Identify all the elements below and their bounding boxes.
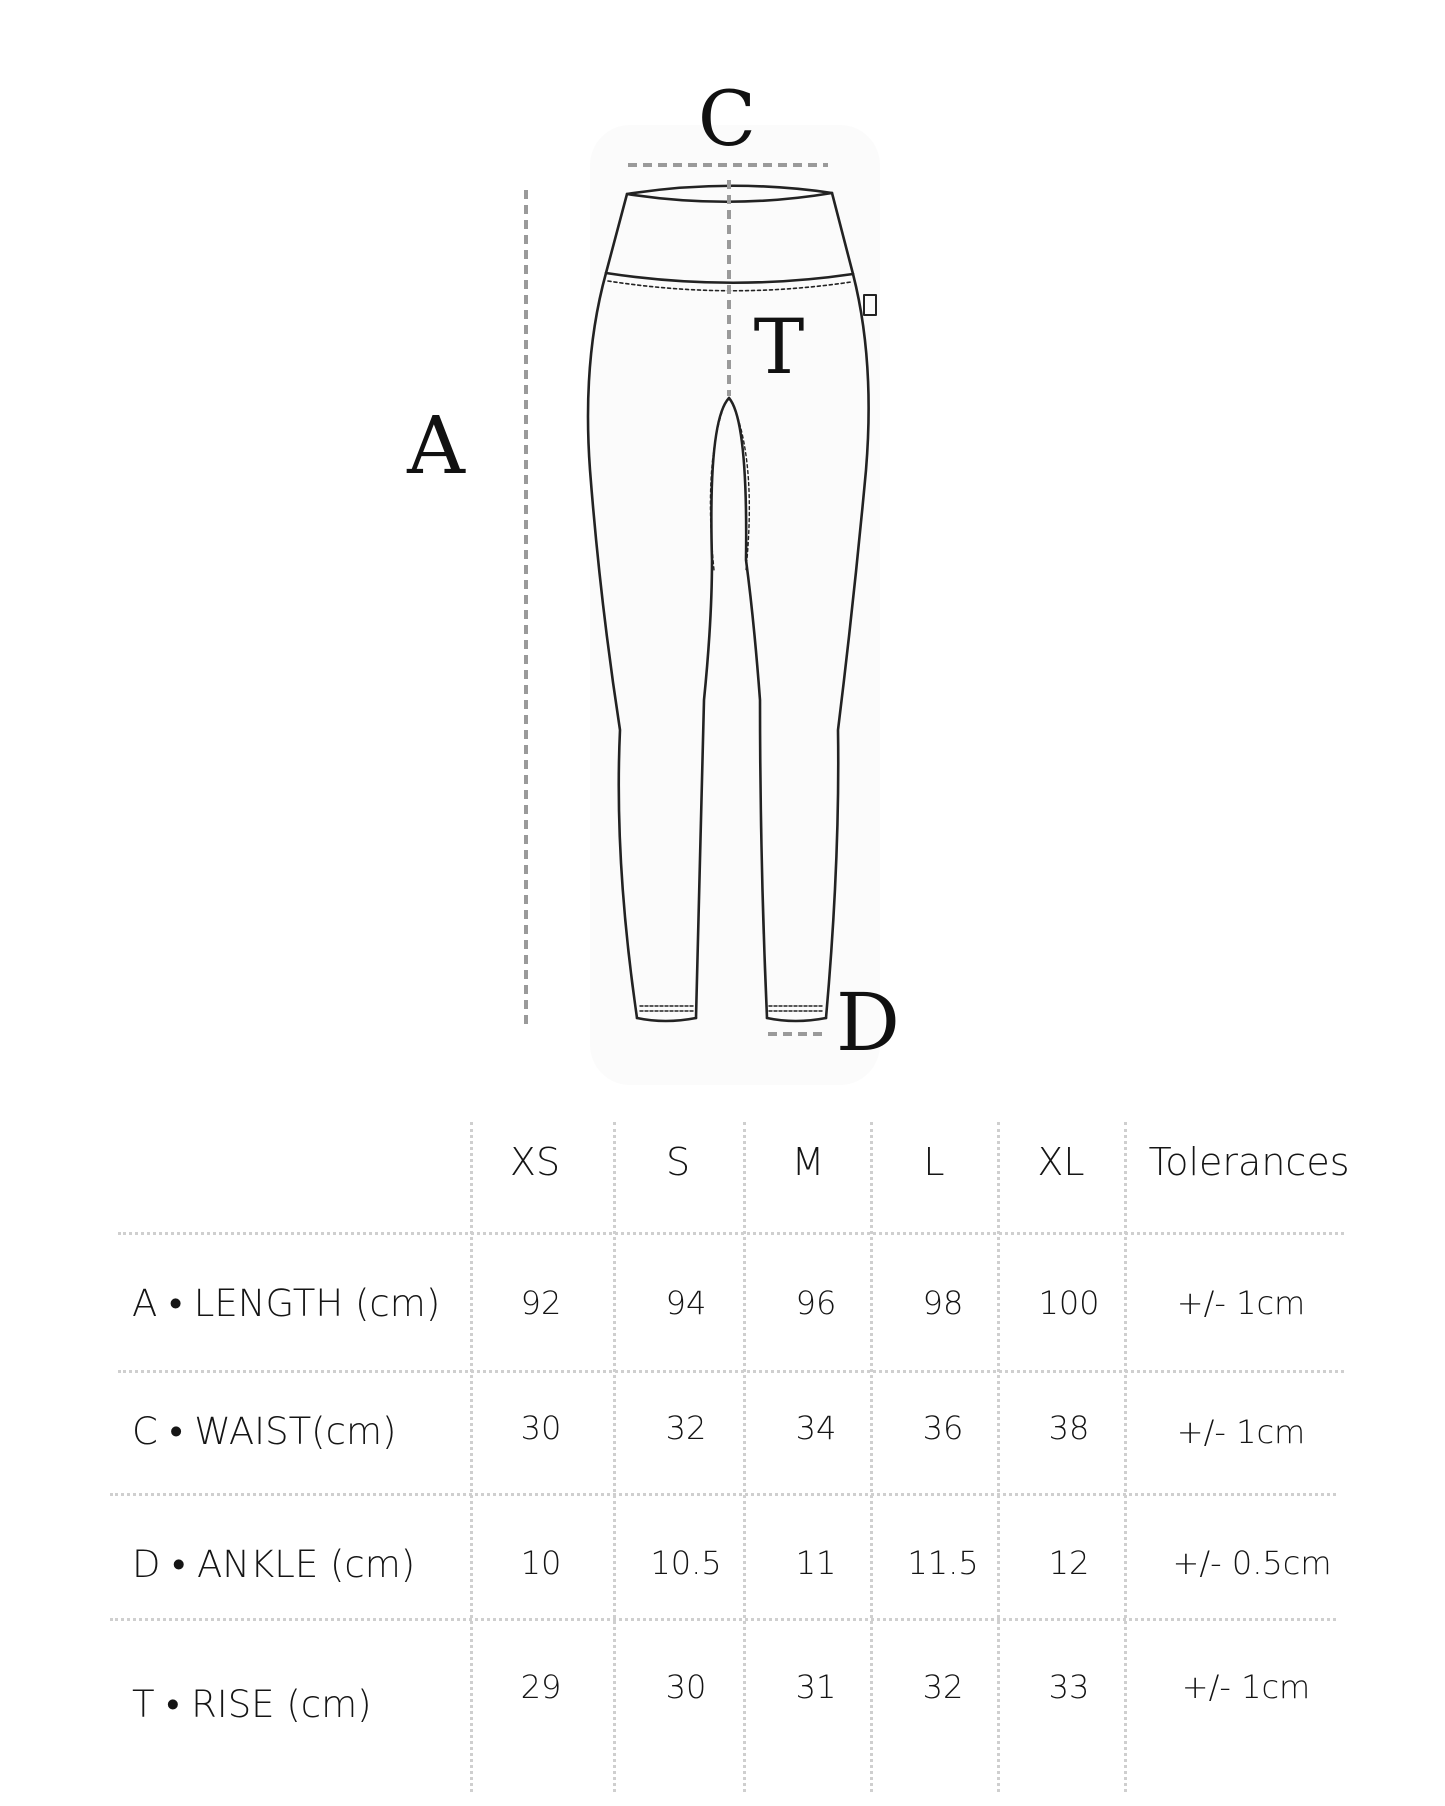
table-cell: 30 [665, 1668, 707, 1706]
column-divider [613, 1122, 616, 1792]
table-cell: 32 [665, 1409, 707, 1447]
header-tolerances: Tolerances [1148, 1140, 1350, 1184]
table-cell: 33 [1048, 1668, 1090, 1706]
table-cell: 94 [665, 1284, 707, 1322]
row-divider [110, 1493, 1336, 1496]
table-cell: 38 [1048, 1409, 1090, 1447]
tolerance-cell: +/- 1cm [1176, 1413, 1306, 1451]
header-l: L [923, 1140, 945, 1184]
table-cell: 10.5 [650, 1544, 722, 1582]
table-cell: 29 [520, 1668, 562, 1706]
row-label-ankle: D • ANKLE (cm) [132, 1543, 416, 1586]
table-cell: 30 [520, 1409, 562, 1447]
table-cell: 100 [1038, 1284, 1100, 1322]
label-c: C [697, 74, 757, 163]
column-divider [870, 1122, 873, 1792]
table-cell: 31 [795, 1668, 837, 1706]
column-divider [470, 1122, 473, 1792]
table-cell: 36 [922, 1409, 964, 1447]
header-s: S [665, 1140, 691, 1184]
table-cell: 10 [520, 1544, 562, 1582]
table-cell: 98 [922, 1284, 964, 1322]
row-divider [118, 1232, 1344, 1235]
table-cell: 11 [795, 1544, 837, 1582]
header-xs: XS [509, 1140, 561, 1184]
tolerance-cell: +/- 1cm [1181, 1668, 1311, 1706]
column-divider [997, 1122, 1000, 1792]
row-label-rise: T • RISE (cm) [132, 1683, 372, 1726]
illustration-backdrop [590, 125, 880, 1085]
table-cell: 92 [520, 1284, 562, 1322]
row-label-length: A • LENGTH (cm) [132, 1282, 441, 1325]
label-t: T [753, 302, 805, 391]
row-divider [110, 1618, 1336, 1621]
label-d: D [835, 976, 901, 1069]
table-cell: 32 [922, 1668, 964, 1706]
tolerance-cell: +/- 1cm [1176, 1284, 1306, 1322]
tolerance-cell: +/- 0.5cm [1172, 1544, 1332, 1582]
table-cell: 12 [1048, 1544, 1090, 1582]
table-cell: 96 [795, 1284, 837, 1322]
table-cell: 11.5 [907, 1544, 979, 1582]
row-divider [118, 1370, 1344, 1373]
column-divider [1124, 1122, 1127, 1792]
header-xl: XL [1037, 1140, 1085, 1184]
table-cell: 34 [795, 1409, 837, 1447]
size-table [0, 1100, 1445, 1806]
column-divider [743, 1122, 746, 1792]
row-label-waist: C • WAIST(cm) [132, 1410, 397, 1453]
header-m: M [791, 1140, 825, 1184]
label-a: A [407, 399, 465, 492]
